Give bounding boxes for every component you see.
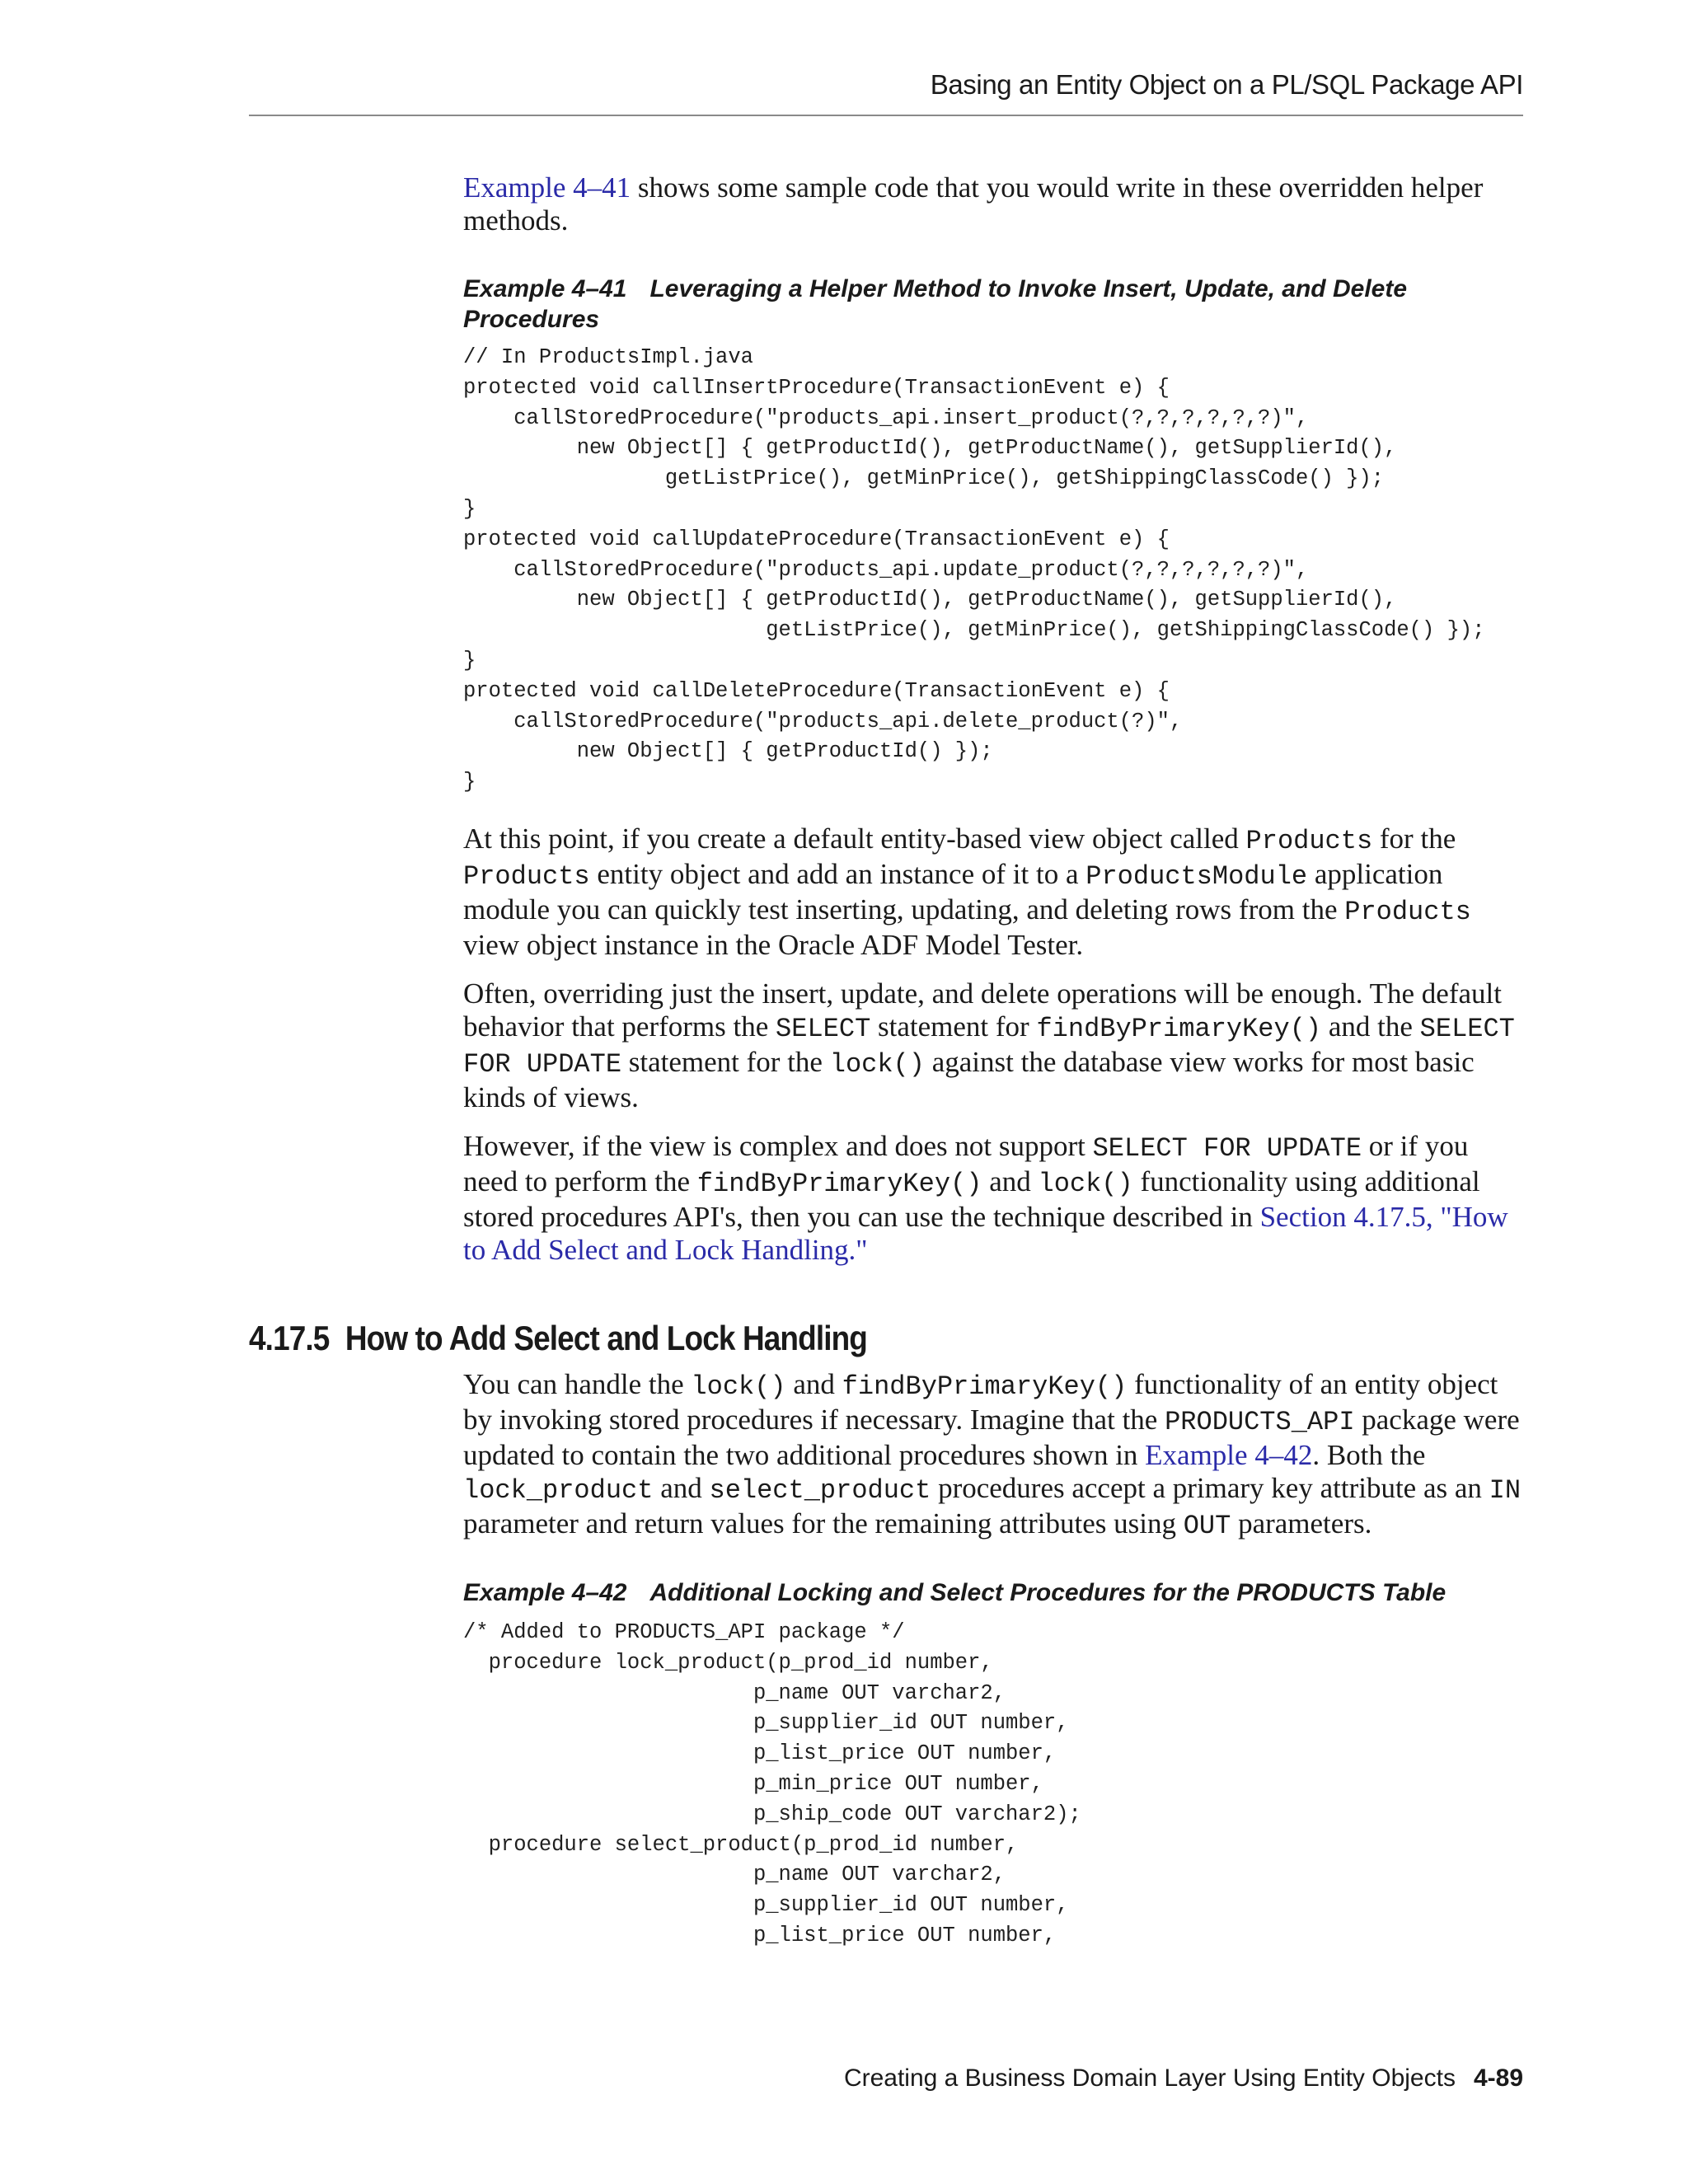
intro-text: shows some sample code that you would write in these overridden helper methods. bbox=[463, 171, 1484, 237]
text-run: You can handle the bbox=[463, 1368, 692, 1400]
text-run: for the bbox=[1372, 822, 1456, 855]
text-run: parameter and return values for the remaining attributes using bbox=[463, 1507, 1184, 1540]
text-run: statement for the bbox=[621, 1045, 830, 1078]
paragraph-products-view bbox=[463, 823, 1526, 962]
text-run: statement for bbox=[870, 1010, 1037, 1043]
code-products: Products bbox=[1245, 825, 1373, 856]
paragraph-lock-handling bbox=[463, 1368, 1526, 1543]
code-lock: lock() bbox=[1038, 1168, 1133, 1199]
text-run: against the database view works for most basic kinds of views. bbox=[463, 1045, 1475, 1113]
code-select-for-update: SELECT FOR UPDATE bbox=[463, 1013, 1515, 1080]
header-rule bbox=[249, 115, 1523, 116]
section-title: How to Add Select and Lock Handling bbox=[345, 1319, 867, 1357]
text-run: or if you need to perform the bbox=[463, 1129, 1469, 1197]
text-run: procedures accept a primary key attribute as an bbox=[931, 1472, 1489, 1504]
example-caption: Leveraging a Helper Method to Invoke Insert, Update, and Delete Procedures bbox=[463, 275, 1408, 333]
example-4-41-link[interactable]: Example 4–41 bbox=[463, 171, 631, 204]
text-run: Often, overriding just the insert, update, and delete operations will be enough. The default behavior that performs the bbox=[463, 977, 1502, 1043]
code-findbyprimarykey: findByPrimaryKey() bbox=[1036, 1013, 1322, 1044]
example-number: Example 4–41 bbox=[463, 275, 627, 302]
text-run: and the bbox=[1321, 1010, 1420, 1043]
text-run: application module you can quickly test inserting, updating, and deleting rows from the bbox=[463, 857, 1443, 926]
footer-chapter-title: Creating a Business Domain Layer Using Entity Objects bbox=[843, 2064, 1456, 2092]
code-productsmodule: ProductsModule bbox=[1085, 860, 1308, 892]
code-products: Products bbox=[1344, 896, 1471, 927]
example-number: Example 4–42 bbox=[463, 1579, 627, 1606]
intro-paragraph bbox=[463, 171, 1526, 237]
code-lock-product: lock_product bbox=[463, 1475, 654, 1506]
paragraph-default-behavior bbox=[463, 977, 1526, 1114]
text-run: . Both the bbox=[1312, 1439, 1426, 1471]
code-findbyprimarykey: findByPrimaryKey() bbox=[842, 1371, 1128, 1402]
code-products-api: PRODUCTS_API bbox=[1165, 1407, 1355, 1437]
code-select: SELECT bbox=[776, 1013, 871, 1044]
code-findbyprimarykey: findByPrimaryKey() bbox=[696, 1168, 982, 1199]
example-4-42-title bbox=[463, 1577, 1526, 1608]
code-lock: lock() bbox=[829, 1048, 925, 1080]
text-run: parameters. bbox=[1231, 1507, 1372, 1540]
text-run: and bbox=[653, 1472, 710, 1504]
section-heading bbox=[249, 1317, 867, 1360]
body-column bbox=[463, 171, 1526, 1282]
code-in: IN bbox=[1489, 1475, 1522, 1506]
page-footer bbox=[844, 2064, 1523, 2093]
text-run: and bbox=[982, 1165, 1039, 1197]
code-block-example-4-41: // In ProductsImpl.java protected void callInsertProcedure(TransactionEvent e) { callStoredProcedure("products_api.insert_product(?,?,?,?,?,?)", new Object[] { getProductId(), getProductName(), getSupplierId(), getListPrice(), getMinPrice(), getShippingClassCode() }); } protected void callUpdateProcedure(TransactionEvent e) { callStoredProcedure("products_api.update_product(?,?,?,?,?,?)", new Object[] { getProductId(), getProductName(), getSupplierId(), getListPrice(), getMinPrice(), getShippingClassCode() }); } protected void callDeleteProcedure(TransactionEvent e) { callStoredProcedure("products_api.delete_product(?)", new Object[] { getProductId() }); } bbox=[463, 345, 1485, 794]
example-4-42-link[interactable]: Example 4–42 bbox=[1145, 1439, 1313, 1471]
code-select-product: select_product bbox=[709, 1475, 931, 1506]
text-run: entity object and add an instance of it to a bbox=[589, 857, 1086, 890]
section-4-17-5-link[interactable]: Section 4.17.5, "How to Add Select and Lock Handling." bbox=[463, 1200, 1508, 1266]
text-run: view object instance in the Oracle ADF Model Tester. bbox=[463, 928, 1084, 961]
code-out: OUT bbox=[1183, 1511, 1231, 1541]
code-lock: lock() bbox=[691, 1371, 786, 1402]
text-run: functionality of an entity object by invoking stored procedures if necessary. Imagine that the bbox=[463, 1368, 1498, 1436]
text-run: and bbox=[785, 1368, 842, 1400]
text-run: functionality using additional stored procedures API's, then you can use the technique described in bbox=[463, 1165, 1480, 1233]
text-run: package were updated to contain the two additional procedures shown in bbox=[463, 1404, 1520, 1471]
paragraph-complex-view bbox=[463, 1130, 1526, 1267]
example-caption: Additional Locking and Select Procedures for the PRODUCTS Table bbox=[649, 1579, 1447, 1606]
text-run: At this point, if you create a default entity-based view object called bbox=[463, 822, 1246, 855]
code-select-for-update: SELECT FOR UPDATE bbox=[1092, 1132, 1362, 1164]
code-block-example-4-42: /* Added to PRODUCTS_API package */ procedure lock_product(p_prod_id number, p_name OUT varchar2, p_supplier_id OUT number, p_list_price OUT number, p_min_price OUT number, p_ship_code OUT varchar2); procedure select_product(p_prod_id number, p_name OUT varchar2, p_supplier_id OUT number, p_list_price OUT number, bbox=[463, 1620, 1081, 1947]
page-number: 4-89 bbox=[1473, 2064, 1523, 2092]
code-products: Products bbox=[463, 860, 590, 892]
section-number: 4.17.5 bbox=[249, 1319, 330, 1357]
section-body bbox=[463, 1368, 1526, 1952]
example-4-41-title bbox=[463, 274, 1526, 335]
text-run: However, if the view is complex and does not support bbox=[463, 1129, 1093, 1162]
running-header: Basing an Entity Object on a PL/SQL Package API bbox=[930, 69, 1523, 100]
